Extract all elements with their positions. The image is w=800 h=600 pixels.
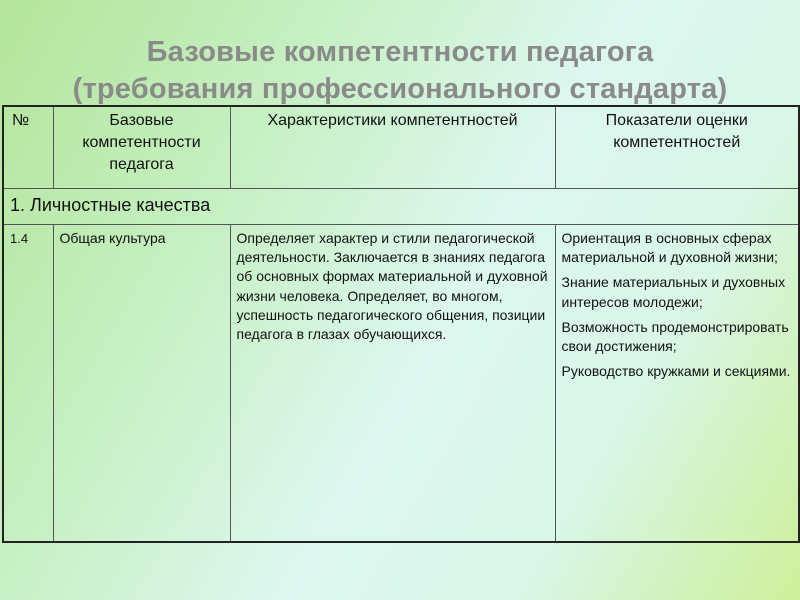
header-characteristics: Характеристики компетентностей: [230, 106, 555, 189]
row-characteristics: Определяет характер и стили педагогической деятельности. Заключается в знаниях педагога об основных формах материальной и духовной жизни человека. Определяет, во многом, успешность педагогического общения, позиции педагога в глазах обучающихся.: [230, 225, 555, 543]
title-line-2: (требования профессионального стандарта): [72, 73, 728, 105]
row-competence: Общая культура: [53, 225, 230, 543]
row-number: 1.4: [3, 225, 53, 543]
indicator-item: Ориентация в основных сферах материальной и духовной жизни;: [561, 230, 778, 266]
row-indicators: [555, 225, 799, 543]
indicator-item: Знание материальных и духовных интересов молодежи;: [561, 274, 786, 310]
header-number: №: [3, 106, 53, 189]
indicator-item: Руководство кружками и секциями.: [561, 363, 791, 380]
header-competence: Базовые компетентности педагога: [53, 106, 230, 189]
competence-table: [2, 105, 800, 543]
indicator-item: Возможность продемонстрировать свои достижения;: [561, 318, 789, 355]
section-row: [3, 189, 799, 225]
slide-title: [0, 34, 800, 108]
title-line-1: Базовые компетентности педагога: [146, 36, 654, 68]
header-indicators: Показатели оценки компетентностей: [555, 106, 799, 189]
section-personal-qualities: 1. Личностные качества: [3, 189, 799, 225]
header-row: [3, 106, 799, 189]
table-row: [3, 225, 799, 543]
